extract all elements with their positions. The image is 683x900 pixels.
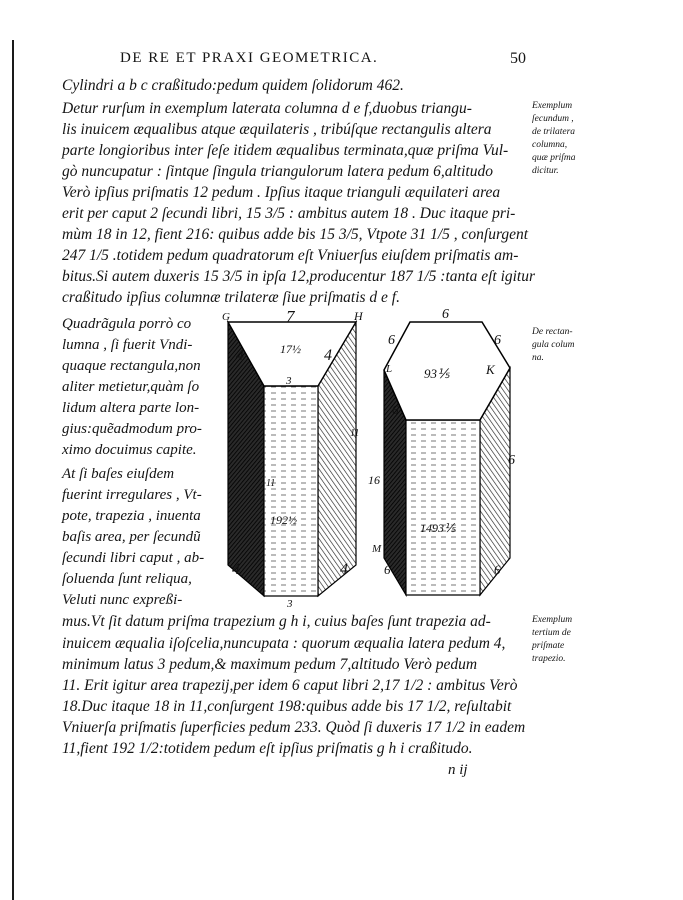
narrow-line: quaque rectangula,non	[62, 358, 201, 374]
narrow-line: Quadrãgula porrò co	[62, 316, 192, 332]
label-trapezium-volume: 192½	[270, 513, 297, 527]
body-line: bitus.Si autem duxeris 15 3/5 in ipſa 12,producentur 187 1/5 :tanta eſt igitur	[62, 268, 536, 285]
label-hex-k: K	[486, 362, 495, 377]
body-line: lis inuicem æqualibus atque æquilateris , tribúſque rectangulis altera	[62, 121, 492, 138]
label-bottom-right-side: 4	[340, 561, 348, 578]
hexagon-front-face	[406, 420, 480, 595]
body-line: 11. Erit igitur area trapezij,per idem 6 caput libri 2,17 1/2 : ambitus Verò	[62, 677, 518, 694]
body-line: 247 1/5 .totidem pedum quadratorum eſt Vniuerſus eiuſdem priſmatis am-	[62, 247, 519, 264]
narrow-line: fuerint irregulares , Vt-	[62, 487, 202, 503]
margin-note-line: ſecundum ,	[532, 114, 574, 124]
label-top-right-side: 4	[324, 347, 332, 364]
label-hex-bottom-right: 6	[494, 562, 501, 577]
body-line: 18.Duc itaque 18 in 11,conſurgent 198:quibus adde bis 17 1/2, reſultabit	[62, 698, 512, 715]
body-line: gò nuncupatur : ſintque ſingula triangulorum latera pedum 6,altitudo	[62, 163, 493, 180]
body-line: Verò ipſius priſmatis 12 pedum . Ipſius itaque trianguli æquilateri area	[62, 184, 501, 201]
margin-note-line: de trilatera	[532, 127, 576, 137]
narrow-line: ſoluenda ſunt reliqua,	[62, 571, 192, 587]
margin-note-line: Exemplum	[532, 615, 573, 625]
label-hex-bottom-left: 6	[384, 562, 391, 577]
margin-note-line: columna,	[532, 140, 568, 150]
narrow-line: aliter metietur,quàm ſo	[62, 379, 200, 395]
label-hex-top: 6	[442, 307, 449, 322]
narrow-line: lidum altera parte lon-	[62, 400, 200, 416]
body-line: parte longioribus inter ſeſe itidem æqualibus terminata,quæ priſma Vul-	[62, 142, 509, 159]
hexagonal-prism-figure	[368, 307, 515, 595]
body-line: Detur rurſum in exemplum laterata columna d e f,duobus triangu-	[62, 100, 472, 117]
label-left-height: 11	[266, 478, 276, 489]
label-g: G	[222, 311, 230, 323]
label-hex-side-left: 6	[392, 402, 399, 417]
margin-note-line: priſmate	[532, 641, 565, 651]
body-line: Vniuerſa priſmatis ſuperficies pedum 233. Quòd ſi duxeris 17 1/2 in eadem	[62, 719, 526, 736]
narrow-line: baſis area, per ſecundũ	[62, 529, 201, 545]
signature-mark: n ij	[448, 762, 468, 778]
label-top-long: 7	[286, 307, 295, 326]
label-hex-l: L	[386, 363, 393, 375]
margin-note-line: tertium de	[532, 628, 571, 638]
trapezium-prism-figure	[222, 307, 364, 610]
margin-note-line: gula colum	[532, 340, 575, 350]
margin-note-line: na.	[532, 353, 544, 363]
label-top-area: 17½	[280, 342, 301, 356]
body-line: mùm 18 in 12, fient 216: quibus adde bis 15 3/5, Vtpote 31 1/5 , conſurgent	[62, 226, 529, 243]
narrow-line: ximo docuimus capite.	[62, 442, 197, 458]
narrow-line: Veluti nunc expreßi-	[62, 592, 183, 608]
label-hex-top-area: 93⅕	[424, 366, 450, 381]
label-right-height: 11	[350, 428, 360, 439]
body-line: craßitudo ipſius columnæ trilateræ ſiue priſmatis d e f.	[62, 289, 400, 306]
running-header: DE RE ET PRAXI GEOMETRICA.	[120, 50, 379, 66]
narrow-line: gius:quẽadmodum pro-	[62, 421, 202, 437]
page-number: 50	[510, 50, 526, 67]
margin-note-line: quæ priſma	[532, 153, 576, 163]
label-hex-volume: 1493⅕	[420, 521, 456, 535]
narrow-line: pote, trapezia , inuenta	[62, 508, 201, 524]
narrow-line: At ſi baſes eiuſdem	[62, 466, 175, 482]
narrow-line: ſecundi libri caput , ab-	[62, 550, 205, 566]
label-hex-height: 16	[368, 473, 380, 487]
body-line: 11,fient 192 1/2:totidem pedum eſt ipſius priſmatis g h i craßitudo.	[62, 740, 473, 757]
label-hex-m: M	[372, 543, 382, 555]
body-line: Cylindri a b c craßitudo:pedum quidem ſolidorum 462.	[62, 77, 404, 94]
body-line: minimum latus 3 pedum,& maximum pedum 7,altitudo Verò pedum	[62, 656, 478, 673]
label-top-left-side: 4	[236, 347, 244, 364]
margin-note-line: trapezio.	[532, 654, 566, 664]
label-hex-side-right: 6	[508, 453, 515, 468]
label-bottom-left-side: 4	[232, 561, 240, 578]
label-h: H	[354, 309, 363, 323]
label-bottom-short: 3	[287, 598, 293, 610]
trapezium-front-face	[264, 386, 318, 596]
narrow-line: lumna , ſi fuerit Vndi-	[62, 337, 193, 353]
body-line: inuicem æqualia iſoſcelia,nuncupata : quorum æqualia latera pedum 4,	[62, 635, 506, 652]
label-top-short: 3	[286, 375, 292, 387]
margin-note-line: De rectan-	[532, 327, 573, 337]
label-hex-top-left: 6	[388, 333, 395, 348]
label-hex-top-right: 6	[494, 333, 501, 348]
margin-note-line: dicitur.	[532, 166, 559, 176]
body-line: mus.Vt ſit datum priſma trapezium g h i, cuius baſes ſunt trapezia ad-	[62, 613, 491, 630]
margin-note-line: Exemplum	[532, 101, 573, 111]
body-line: erit per caput 2 ſecundi libri, 15 3/5 : ambitus autem 18 . Duc itaque pri-	[62, 205, 516, 222]
